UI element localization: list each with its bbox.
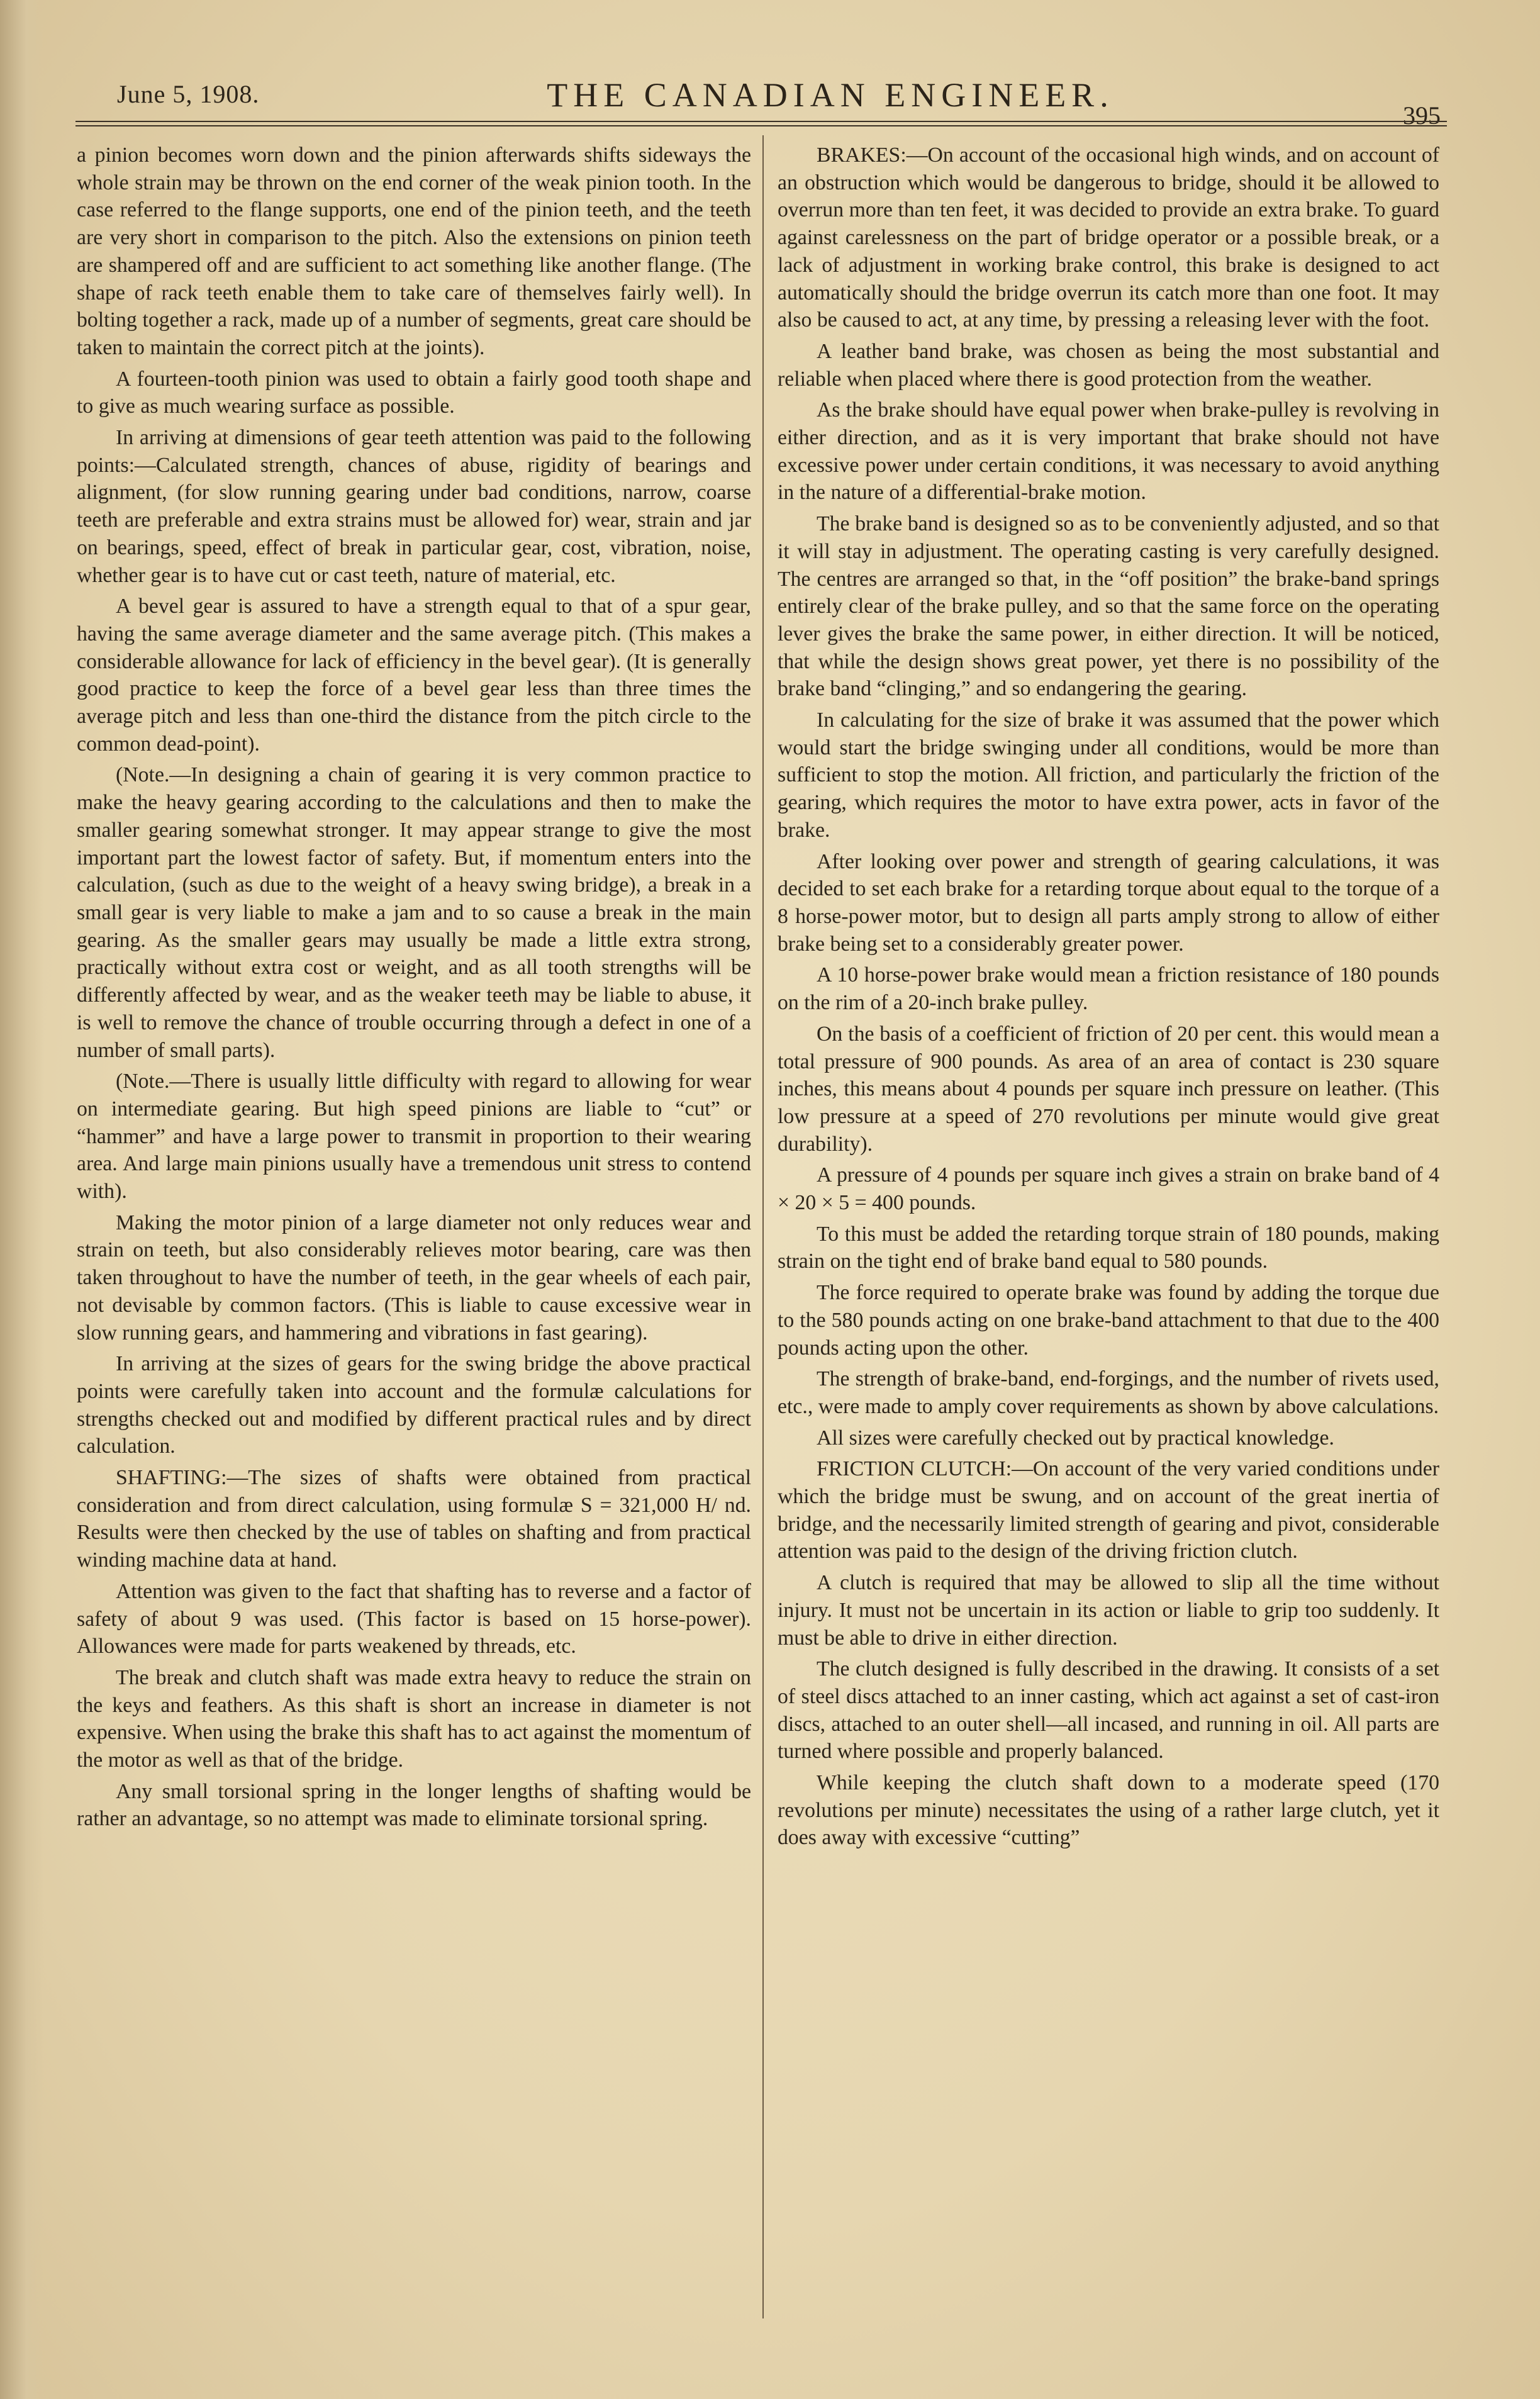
- left-column: [77, 142, 751, 2318]
- paragraph: As the brake should have equal power when brake-pulley is revolving in either direction, and as it is very important that brake should not have excessive power under certain conditions, it was necessary to avoid anything in the nature of a differential-brake motion.: [778, 398, 1439, 505]
- column-separator: [762, 135, 764, 2318]
- paragraph: In calculating for the size of brake it was assumed that the power which would start the bridge swinging under all conditions, would be more than sufficient to stop the motion. All friction, and particularly the friction of the gearing, which requires the motor to have extra power, acts in favor of the brake.: [778, 708, 1439, 842]
- paragraph: A bevel gear is assured to have a strength equal to that of a spur gear, having the same average diameter and the same average pitch. (This makes a considerable allowance for lack of efficiency in the bevel gear). (It is generally good practice to keep the force of a bevel gear less than three times the average pitch and less than one-third the distance from the pitch circle to the common dead-point).: [77, 595, 751, 756]
- paragraph-shafting: SHAFTING:—The sizes of shafts were obtained from practical consideration and from direct calculation, using formulæ S = 321,000 H/ nd. Results were then checked by the use of tables on shafting and from practical winding machine data at hand.: [77, 1466, 751, 1572]
- paragraph: A clutch is required that may be allowed to slip all the time without injury. It must not be uncertain in its action or liable to grip too suddenly. It must be able to drive in either direction.: [778, 1571, 1439, 1650]
- paragraph: In arriving at dimensions of gear teeth attention was paid to the following points:—Calculated strength, chances of abuse, rigidity of bearings and alignment, (for slow running gearing under bad conditions, narrow, coarse teeth are preferable and extra strains must be allowed for) wear, strain and jar on bearings, speed, effect of break in particular gear, cost, vibration, noise, whether gear is to have cut or cast teeth, nature of material, etc.: [77, 426, 751, 587]
- paragraph-friction-clutch: FRICTION CLUTCH:—On account of the very varied conditions under which the bridge must be swung, and on account of the great inertia of bridge, and the necessarily limited strength of gearing and pivot, considerable attention was paid to the design of the driving friction clutch.: [778, 1457, 1439, 1563]
- paragraph: While keeping the clutch shaft down to a moderate speed (170 revolutions per minute) necessitates the using of a rather large clutch, yet it does away with excessive “cutting”: [778, 1771, 1439, 1850]
- paragraph: Making the motor pinion of a large diameter not only reduces wear and strain on teeth, but also considerably relieves motor bearing, care was then taken throughout to have the number of teeth, in the gear wheels of each pair, not devisable by common factors. (This is liable to cause excessive wear in slow running gears, and hammering and vibrations in fast gearing).: [77, 1211, 751, 1345]
- right-column: [778, 142, 1439, 2318]
- paragraph: The brake band is designed so as to be conveniently adjusted, and so that it will stay in adjustment. The operating casting is very carefully designed. The centres are arranged so that, in the “off position” the brake-band springs entirely clear of the brake pulley, and so that the same force on the operating lever gives the brake the same power, in either direction. It will be noticed, that while the design shows great power, yet there is no possibility of the brake band “clinging,” and so endangering the gearing.: [778, 512, 1439, 701]
- issue-date: June 5, 1908.: [117, 80, 260, 108]
- paragraph: A 10 horse-power brake would mean a friction resistance of 180 pounds on the rim of a 20-inch brake pulley.: [778, 963, 1439, 1015]
- paragraph: To this must be added the retarding torque strain of 180 pounds, making strain on the tight end of brake band equal to 580 pounds.: [778, 1222, 1439, 1273]
- paragraph: (Note.—There is usually little difficulty with regard to allowing for wear on intermediate gearing. But high speed pinions are liable to “cut” or “hammer” and have a large power to transmit in proportion to their wearing area. And large main pinions usually have a tremendous unit stress to contend with).: [77, 1070, 751, 1204]
- page-number: 395: [1403, 101, 1441, 130]
- paragraph: (Note.—In designing a chain of gearing it is very common practice to make the heavy gearing according to the calculations and then to make the smaller gearing somewhat stronger. It may appear strange to give the most important part the lowest factor of safety. But, if momentum enters into the calculation, (such as due to the weight of a heavy swing bridge), a break in a small gear is very liable to make a jam and to so cause a break in the main gearing. As the smaller gears may usually be made a little extra strong, practically without extra cost or weight, and as all tooth strengths will be differently affected by wear, and as the weaker teeth may be liable to abuse, it is well to remove the chance of trouble occurring through a defect in one of a number of small parts).: [77, 763, 751, 1062]
- journal-title: THE CANADIAN ENGINEER.: [547, 76, 1114, 114]
- paragraph: Any small torsional spring in the longer lengths of shafting would be rather an advantage, so no attempt was made to eliminate torsional spring.: [77, 1779, 751, 1831]
- paragraph: A pressure of 4 pounds per square inch gives a strain on brake band of 4 × 20 × 5 = 400 pounds.: [778, 1163, 1439, 1215]
- paragraph: After looking over power and strength of gearing calculations, it was decided to set each brake for a retarding torque about equal to the torque of a 8 horse-power motor, but to design all parts amply strong to allow of either brake being set to a considerably greater power.: [778, 849, 1439, 956]
- paragraph: The break and clutch shaft was made extra heavy to reduce the strain on the keys and feathers. As this shaft is short an increase in diameter is not expensive. When using the brake this shaft has to act against the momentum of the motor as well as that of the bridge.: [77, 1665, 751, 1772]
- paragraph: The strength of brake-band, end-forgings, and the number of rivets used, etc., were made to amply cover requirements as shown by above calculations.: [778, 1367, 1439, 1418]
- paragraph: The force required to operate brake was found by adding the torque due to the 580 pounds acting on one brake-band attachment to that due to the 400 pounds acting upon the other.: [778, 1281, 1439, 1360]
- paragraph: On the basis of a coefficient of friction of 20 per cent. this would mean a total pressure of 900 pounds. As area of an area of contact is 230 square inches, this means about 4 pounds per square inch pressure on leather. (This low pressure at a speed of 270 revolutions per minute would give great durability).: [778, 1022, 1439, 1156]
- paragraph: In arriving at the sizes of gears for the swing bridge the above practical points were carefully taken into account and the formulæ calculations for strengths checked out and modified by different practical rules and by direct calculation.: [77, 1352, 751, 1458]
- paragraph: A leather band brake, was chosen as being the most substantial and reliable when placed where there is good protection from the weather.: [778, 339, 1439, 391]
- paragraph: a pinion becomes worn down and the pinion afterwards shifts sideways the whole strain may be thrown on the end corner of the weak pinion tooth. In the case referred to the flange supports, one end of the pinion teeth, and the teeth are very short in comparison to the pitch. Also the extensions on pinion teeth are shampered off and are sufficient to act something like another flange. (The shape of rack teeth enable them to take care of themselves fairly well). In bolting together a rack, made up of a number of segments, great care should be taken to maintain the correct pitch at the joints).: [77, 143, 751, 359]
- running-header: [113, 69, 1441, 138]
- paragraph: A fourteen-tooth pinion was used to obtain a fairly good tooth shape and to give as much wearing surface as possible.: [77, 367, 751, 418]
- paragraph-brakes: BRAKES:—On account of the occasional high winds, and on account of an obstruction which would be dangerous to bridge, should it be allowed to overrun more than ten feet, it was decided to provide an extra brake. To guard against carelessness on the part of bridge operator or a possible break, or a lack of adjustment in working brake control, this brake is designed to act automatically should the bridge overrun its catch more than one foot. It may also be caused to act, at any time, by pressing a releasing lever with the foot.: [778, 143, 1439, 332]
- binding-shadow: [0, 0, 44, 2399]
- paragraph: Attention was given to the fact that shafting has to reverse and a factor of safety of about 9 was used. (This factor is based on 15 horse-power). Allowances were made for parts weakened by threads, etc.: [77, 1579, 751, 1658]
- paragraph: All sizes were carefully checked out by practical knowledge.: [817, 1426, 1334, 1450]
- header-double-rule: [75, 121, 1447, 126]
- paragraph: The clutch designed is fully described in the drawing. It consists of a set of steel discs attached to an inner casting, which act against a set of cast-iron discs, attached to an outer shell—all incased, and running in oil. All parts are turned where possible and properly balanced.: [778, 1657, 1439, 1764]
